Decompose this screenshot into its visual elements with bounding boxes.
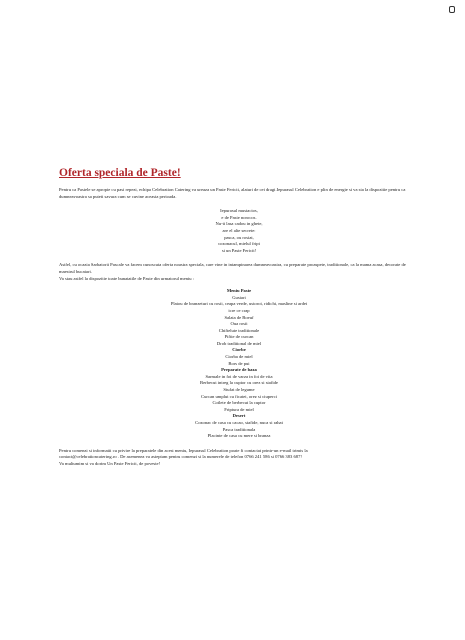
- menu-item: Cotlete de berbecut la cuptor: [212, 400, 266, 406]
- poem-line: Nu-ti lasa cadou in ghete,: [215, 221, 263, 227]
- easter-menu: [59, 288, 419, 440]
- menu-item: Salata de Boeuf: [224, 314, 254, 320]
- menu-item: Pasca traditionala: [222, 426, 256, 432]
- menu-item: Platou de branzeturi cu rosii, ceapa verde, ustoroi, ridichi, masline si ardei: [170, 301, 308, 307]
- menu-item: Friptura de miel: [224, 406, 254, 412]
- footer-line: Va multumim si va dorim Un Paste Fericit, de poveste!: [59, 460, 161, 466]
- document-title: Oferta speciala de Paste!: [59, 167, 181, 179]
- menu-item: Chiftelute traditionale: [218, 327, 260, 333]
- menu-item: Sarmale in foi de varza in foi de vita: [205, 373, 273, 379]
- document-body: [59, 166, 419, 468]
- menu-item: Drob traditional de miel: [216, 340, 262, 346]
- poem-line: e de Paste norocos.: [221, 214, 257, 220]
- footer-line: Pentru comenzi si informatii cu privire la preparatele din acest meniu, Iepurasul Celebration poate fi contactat printr-un e-mail trimis la: [59, 447, 308, 453]
- contact-footer: [59, 448, 419, 468]
- section-heading-gustari: Gustari: [232, 294, 246, 300]
- offer-paragraph-line2: Va stau astfel la dispozitie toate bunatatile de Paste din urmatorul meniu :: [59, 275, 194, 281]
- menu-item: Cozonac de casa cu cacao, stafide, nuca si rahat: [195, 420, 283, 425]
- menu-heading: Meniu Paste: [226, 288, 252, 294]
- poem-line: si un Paste Fericit!: [221, 247, 257, 253]
- menu-item: icre ce crap: [228, 307, 250, 313]
- menu-item: Piftie de curcan: [224, 334, 254, 340]
- menu-item: Placinte de casa cu mere si branza: [207, 433, 271, 439]
- menu-item: Bors de pui: [228, 360, 250, 366]
- menu-item: Oua rosii: [230, 321, 248, 327]
- section-heading-ciorbe: Ciorbe: [232, 347, 246, 353]
- footer-line: contact@celebrationcatering.ro . De asemenea va asteptam pentru comenzi si la numerele de telefon 0766 241 586 si 0766 383 687!: [59, 454, 302, 460]
- section-heading-preparate-de-baza: Preparate de baza: [221, 367, 257, 373]
- section-heading-desert: Desert: [232, 413, 246, 419]
- offer-paragraph: Astfel, cu ocazia Sarbatorii Pascale va facem cunoscuta oferta noastra speciala, care vine in intampinarea dumneavoastra, cu preparate proaspete, traditionale, ca la mama acasa, decorate de maestrul bucatari.: [59, 262, 406, 274]
- menu-item: Stufat de legume: [223, 387, 255, 393]
- intro-paragraph: Pentru ca Pastele se apropie cu pasi repezi, echipa Celebration Catering va ureaza un Paste Fericit, alaturi de cei dragi.Iepurasul Celebration e plin de energie si va sta la dispozitie pentru ca dumneavoastra sa puteti savura cum se cuvine aceasta perioada.: [59, 187, 406, 199]
- menu-item: Curcan umplut cu ficatei, orez si ciuperci: [201, 393, 277, 399]
- menu-item: Ciorba de miel: [225, 354, 253, 360]
- corner-mark: [449, 6, 455, 13]
- menu-item: Berbecut intreg la cuptor cu orez si stafide: [200, 380, 278, 386]
- poem-line: are el alte secrete:: [222, 227, 256, 233]
- poem-line: pasca, ou rosiat,: [224, 234, 254, 240]
- poem: [59, 208, 419, 254]
- poem-line: Iepurasul mustacios,: [220, 208, 258, 214]
- poem-line: cozonacul, mielul fript: [218, 241, 260, 247]
